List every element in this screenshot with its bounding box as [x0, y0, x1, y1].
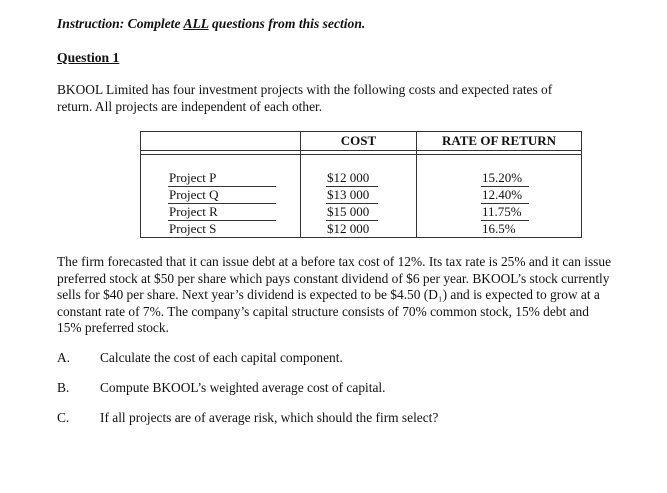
table-divider: [141, 154, 581, 155]
question-item-a: [57, 350, 343, 367]
instruction-prefix: Instruction: Complete: [57, 16, 184, 31]
intro-line: BKOOL Limited has four investment projects with the following costs and expected rates of: [57, 82, 553, 97]
question-heading: Question 1: [57, 50, 120, 65]
project-column: [169, 169, 218, 237]
project-cost: $12 000: [327, 221, 370, 236]
item-text: Calculate the cost of each capital component.: [100, 350, 343, 365]
cost-column: [327, 169, 369, 237]
project-name: Project S: [169, 221, 217, 236]
projects-table: [140, 131, 582, 238]
question-intro: [57, 82, 617, 115]
project-name: Project P: [169, 170, 217, 185]
project-cost: $15 000: [327, 204, 370, 219]
item-letter: C.: [57, 410, 70, 425]
project-cost: $13 000: [327, 187, 370, 202]
project-rate: 16.5%: [482, 221, 516, 236]
paragraph-line: 15% preferred stock.: [57, 320, 169, 335]
header-rate: RATE OF RETURN: [441, 133, 557, 148]
project-rate: 11.75%: [482, 204, 522, 219]
paragraph-line: The firm forecasted that it can issue debt at a before tax cost of 12%. Its tax rate is 25% and it can issue: [57, 254, 612, 269]
project-rate: 12.40%: [482, 187, 523, 202]
instruction-suffix: questions from this section.: [208, 16, 366, 31]
header-cost: COST: [340, 133, 377, 148]
instruction-line: [57, 16, 365, 33]
project-name: Project Q: [169, 187, 219, 202]
item-letter: A.: [57, 350, 71, 365]
table-divider: [141, 150, 581, 151]
item-letter: B.: [57, 380, 70, 395]
project-cost: $12 000: [327, 170, 370, 185]
project-rate: 15.20%: [482, 170, 523, 185]
paragraph-line: preferred stock at $50 per share which pays constant dividend of $6 per year. BKOOL’s stock currently: [57, 270, 610, 286]
question-item-c: [57, 410, 438, 427]
intro-line: return. All projects are independent of each other.: [57, 98, 323, 114]
scenario-paragraph: [57, 254, 627, 337]
item-text: If all projects are of average risk, which should the firm select?: [100, 410, 439, 425]
paragraph-line: constant rate of 7%. The company’s capital structure consists of 70% common stock, 15% debt and: [57, 303, 589, 319]
paragraph-line: sells for $40 per share. Next year’s dividend is expected to be $4.50 (D₁) and is expected to grow at a: [57, 287, 600, 302]
instruction-emphasis: ALL: [183, 16, 209, 31]
project-name: Project R: [169, 204, 218, 219]
item-text: Compute BKOOL’s weighted average cost of capital.: [100, 380, 386, 395]
rate-column: [482, 169, 522, 237]
question-item-b: [57, 380, 385, 397]
